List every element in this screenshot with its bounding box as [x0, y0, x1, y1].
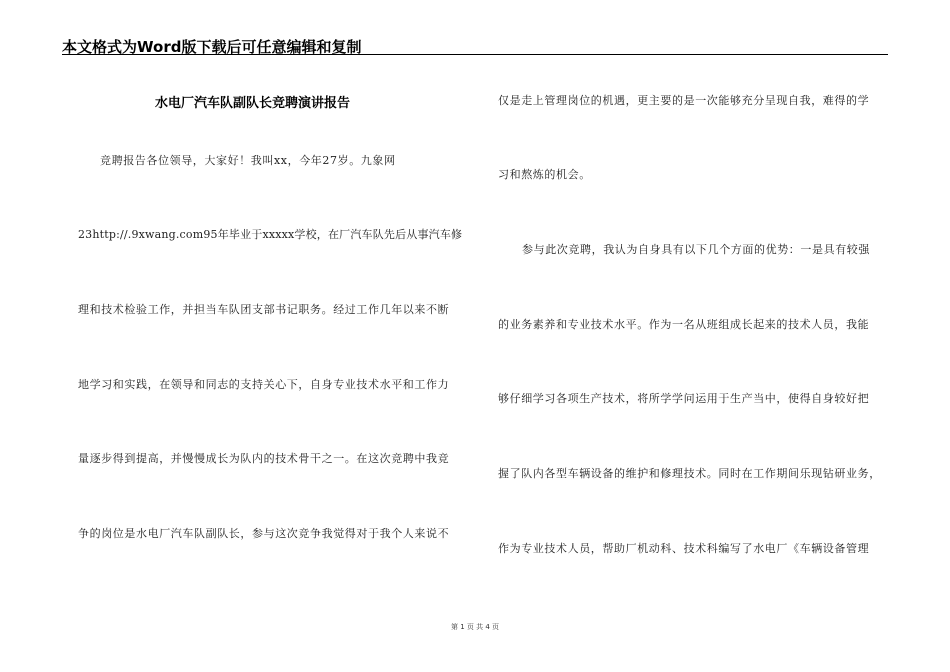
paragraph-line: 作为专业技术人员，帮助厂机动科、技术科编写了水电厂《车辆设备管理	[498, 542, 870, 555]
paragraph-line: 的业务素养和专业技术水平。作为一名从班组成长起来的技术人员，我能	[498, 318, 870, 331]
paragraph-line: 地学习和实践，在领导和同志的支持关心下，自身专业技术水平和工作力	[78, 378, 450, 391]
page-header: 本文格式为Word版下载后可任意编辑和复制	[62, 38, 362, 56]
header-rule	[62, 54, 888, 55]
paragraph-line: 量逐步得到提高，并慢慢成长为队内的技术骨干之一。在这次竞聘中我竞	[78, 452, 450, 465]
paragraph-line: 争的岗位是水电厂汽车队副队长，参与这次竞争我觉得对于我个人来说不	[78, 527, 450, 540]
paragraph-line: 竞聘报告各位领导，大家好！我叫xx，今年27岁。九象网	[100, 154, 396, 167]
paragraph-line: 仅是走上管理岗位的机遇，更主要的是一次能够充分呈现自我，难得的学	[498, 94, 870, 107]
paragraph-line: 够仔细学习各项生产技术，将所学学问运用于生产当中，使得自身较好把	[498, 392, 870, 405]
page-number: 第 1 页 共 4 页	[450, 623, 500, 631]
paragraph-line: 23http://.9xwang.com95年毕业于xxxxx学校，在厂汽车队先后从事汽车修	[78, 228, 463, 241]
paragraph-line: 握了队内各型车辆设备的维护和修理技术。同时在工作期间乐现钻研业务，	[498, 467, 881, 480]
document-title: 水电厂汽车队副队长竞聘演讲报告	[155, 96, 351, 111]
paragraph-line: 习和熬炼的机会。	[498, 168, 591, 181]
paragraph-line: 理和技术检验工作，并担当车队团支部书记职务。经过工作几年以来不断	[78, 303, 450, 316]
paragraph-line: 参与此次竞聘，我认为自身具有以下几个方面的优势：一是具有较强	[522, 243, 870, 256]
